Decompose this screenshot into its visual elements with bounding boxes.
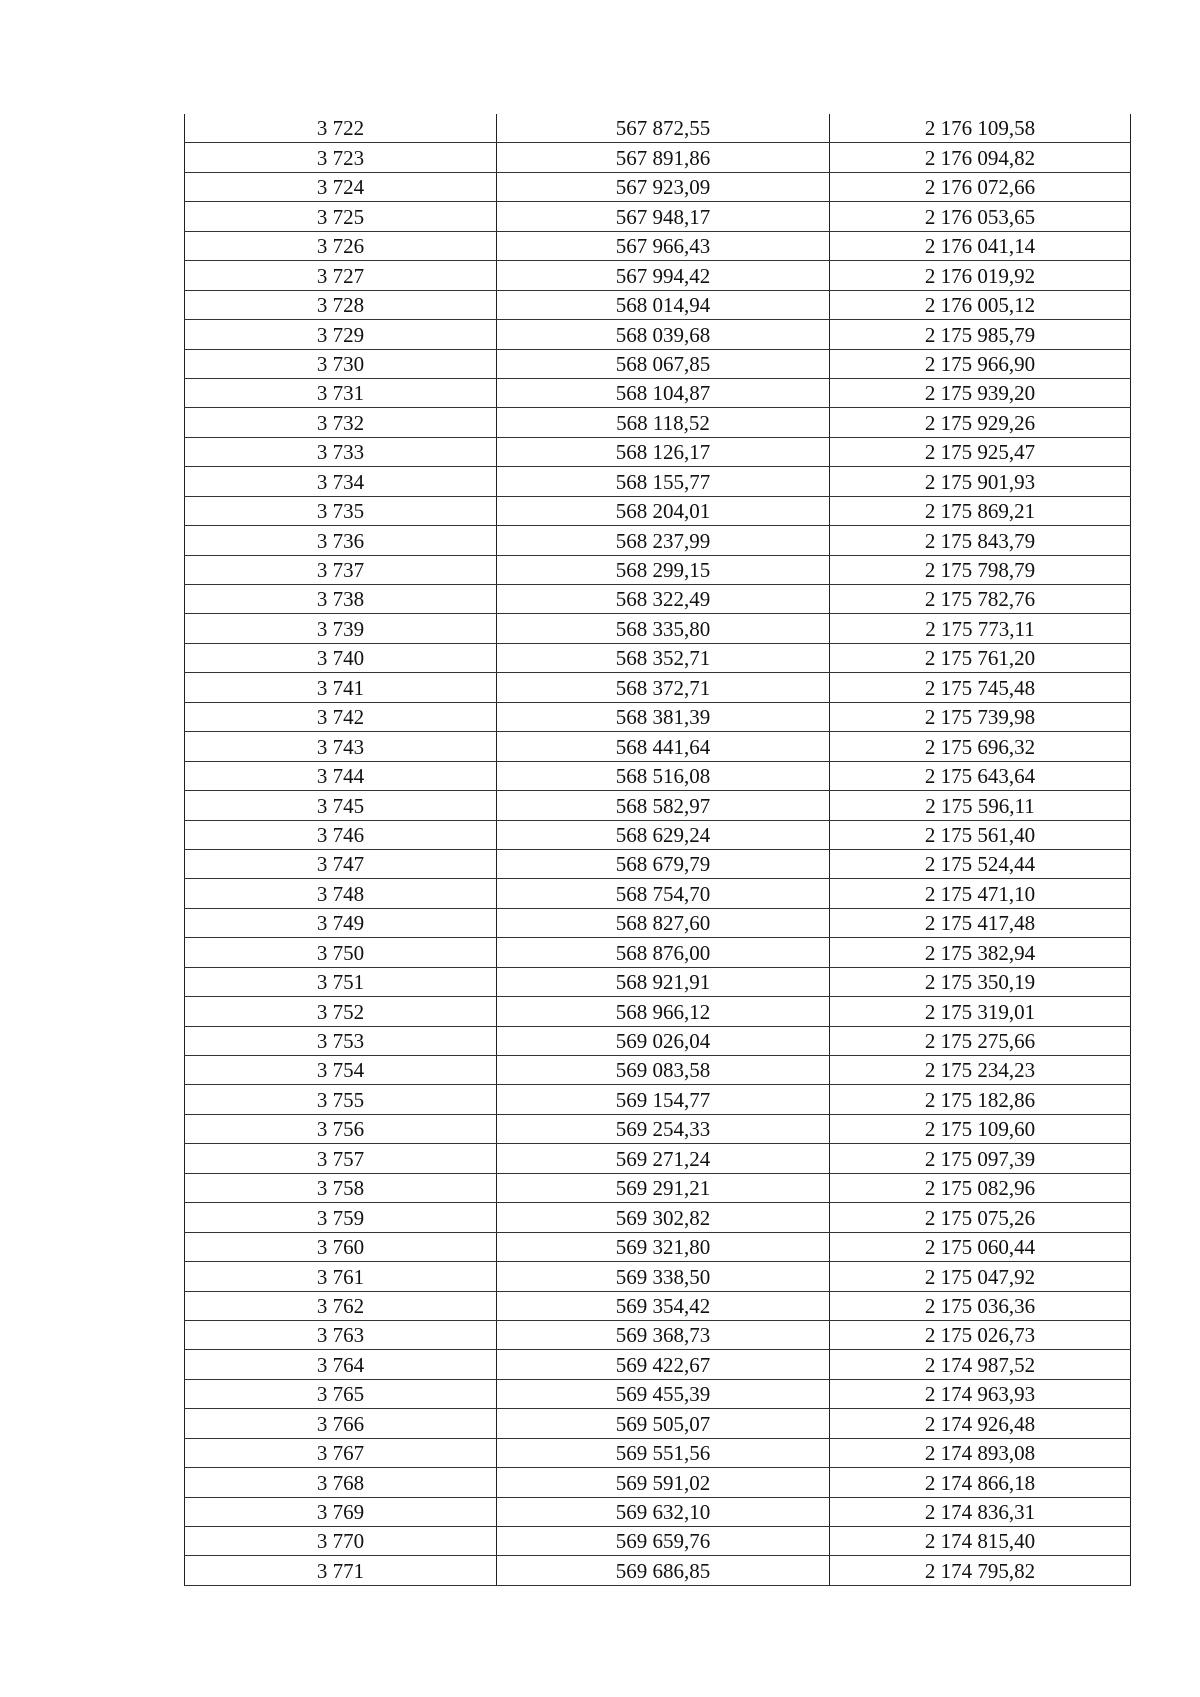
point-number-cell: 3 738: [185, 585, 497, 614]
y-coordinate-cell: 2 175 182,86: [830, 1085, 1131, 1114]
point-number-cell: 3 746: [185, 820, 497, 849]
x-coordinate-cell: 568 582,97: [497, 791, 830, 820]
y-coordinate-cell: 2 175 929,26: [830, 408, 1131, 437]
point-number-cell: 3 769: [185, 1497, 497, 1526]
x-coordinate-cell: 568 441,64: [497, 732, 830, 761]
point-number-cell: 3 732: [185, 408, 497, 437]
x-coordinate-cell: 569 271,24: [497, 1144, 830, 1173]
table-row: [185, 231, 1131, 260]
x-coordinate-cell: 568 126,17: [497, 437, 830, 466]
y-coordinate-cell: 2 175 745,48: [830, 673, 1131, 702]
y-coordinate-cell: 2 175 739,98: [830, 702, 1131, 731]
coordinates-table-body: [185, 114, 1131, 1585]
point-number-cell: 3 734: [185, 467, 497, 496]
table-row: [185, 585, 1131, 614]
y-coordinate-cell: 2 175 696,32: [830, 732, 1131, 761]
point-number-cell: 3 764: [185, 1350, 497, 1379]
table-row: [185, 1026, 1131, 1055]
table-row: [185, 1379, 1131, 1408]
x-coordinate-cell: 569 291,21: [497, 1173, 830, 1202]
x-coordinate-cell: 569 505,07: [497, 1409, 830, 1438]
point-number-cell: 3 726: [185, 231, 497, 260]
point-number-cell: 3 768: [185, 1468, 497, 1497]
x-coordinate-cell: 567 872,55: [497, 114, 830, 143]
y-coordinate-cell: 2 175 761,20: [830, 643, 1131, 672]
y-coordinate-cell: 2 176 094,82: [830, 143, 1131, 172]
x-coordinate-cell: 569 686,85: [497, 1556, 830, 1585]
y-coordinate-cell: 2 174 836,31: [830, 1497, 1131, 1526]
x-coordinate-cell: 568 754,70: [497, 879, 830, 908]
y-coordinate-cell: 2 176 005,12: [830, 290, 1131, 319]
table-row: [185, 908, 1131, 937]
y-coordinate-cell: 2 175 319,01: [830, 997, 1131, 1026]
x-coordinate-cell: 568 067,85: [497, 349, 830, 378]
y-coordinate-cell: 2 175 026,73: [830, 1320, 1131, 1349]
table-row: [185, 1262, 1131, 1291]
x-coordinate-cell: 569 154,77: [497, 1085, 830, 1114]
point-number-cell: 3 754: [185, 1056, 497, 1085]
table-row: [185, 997, 1131, 1026]
point-number-cell: 3 724: [185, 172, 497, 201]
y-coordinate-cell: 2 174 815,40: [830, 1527, 1131, 1556]
table-row: [185, 1173, 1131, 1202]
point-number-cell: 3 767: [185, 1438, 497, 1467]
y-coordinate-cell: 2 175 966,90: [830, 349, 1131, 378]
table-row: [185, 1203, 1131, 1232]
x-coordinate-cell: 568 372,71: [497, 673, 830, 702]
x-coordinate-cell: 568 876,00: [497, 938, 830, 967]
y-coordinate-cell: 2 175 036,36: [830, 1291, 1131, 1320]
x-coordinate-cell: 568 381,39: [497, 702, 830, 731]
table-row: [185, 114, 1131, 143]
table-row: [185, 1350, 1131, 1379]
table-row: [185, 967, 1131, 996]
y-coordinate-cell: 2 175 417,48: [830, 908, 1131, 937]
point-number-cell: 3 766: [185, 1409, 497, 1438]
point-number-cell: 3 771: [185, 1556, 497, 1585]
y-coordinate-cell: 2 175 524,44: [830, 849, 1131, 878]
point-number-cell: 3 728: [185, 290, 497, 319]
x-coordinate-cell: 568 322,49: [497, 585, 830, 614]
x-coordinate-cell: 567 948,17: [497, 202, 830, 231]
y-coordinate-cell: 2 175 350,19: [830, 967, 1131, 996]
y-coordinate-cell: 2 176 041,14: [830, 231, 1131, 260]
x-coordinate-cell: 568 104,87: [497, 378, 830, 407]
table-row: [185, 849, 1131, 878]
point-number-cell: 3 744: [185, 761, 497, 790]
y-coordinate-cell: 2 175 985,79: [830, 320, 1131, 349]
point-number-cell: 3 763: [185, 1320, 497, 1349]
y-coordinate-cell: 2 176 053,65: [830, 202, 1131, 231]
x-coordinate-cell: 569 659,76: [497, 1527, 830, 1556]
table-row: [185, 320, 1131, 349]
y-coordinate-cell: 2 175 798,79: [830, 555, 1131, 584]
x-coordinate-cell: 569 422,67: [497, 1350, 830, 1379]
y-coordinate-cell: 2 175 925,47: [830, 437, 1131, 466]
x-coordinate-cell: 568 629,24: [497, 820, 830, 849]
y-coordinate-cell: 2 175 773,11: [830, 614, 1131, 643]
x-coordinate-cell: 568 827,60: [497, 908, 830, 937]
table-row: [185, 1232, 1131, 1261]
y-coordinate-cell: 2 175 782,76: [830, 585, 1131, 614]
point-number-cell: 3 748: [185, 879, 497, 908]
table-row: [185, 1527, 1131, 1556]
point-number-cell: 3 770: [185, 1527, 497, 1556]
table-row: [185, 1497, 1131, 1526]
point-number-cell: 3 725: [185, 202, 497, 231]
table-row: [185, 1056, 1131, 1085]
table-row: [185, 673, 1131, 702]
table-row: [185, 496, 1131, 525]
x-coordinate-cell: 567 994,42: [497, 261, 830, 290]
point-number-cell: 3 751: [185, 967, 497, 996]
table-row: [185, 614, 1131, 643]
point-number-cell: 3 735: [185, 496, 497, 525]
table-row: [185, 143, 1131, 172]
y-coordinate-cell: 2 175 097,39: [830, 1144, 1131, 1173]
y-coordinate-cell: 2 175 234,23: [830, 1056, 1131, 1085]
y-coordinate-cell: 2 176 019,92: [830, 261, 1131, 290]
x-coordinate-cell: 568 204,01: [497, 496, 830, 525]
y-coordinate-cell: 2 175 060,44: [830, 1232, 1131, 1261]
y-coordinate-cell: 2 174 963,93: [830, 1379, 1131, 1408]
point-number-cell: 3 737: [185, 555, 497, 584]
x-coordinate-cell: 568 966,12: [497, 997, 830, 1026]
table-row: [185, 172, 1131, 201]
table-row: [185, 526, 1131, 555]
point-number-cell: 3 729: [185, 320, 497, 349]
x-coordinate-cell: 568 516,08: [497, 761, 830, 790]
x-coordinate-cell: 568 352,71: [497, 643, 830, 672]
point-number-cell: 3 755: [185, 1085, 497, 1114]
point-number-cell: 3 749: [185, 908, 497, 937]
point-number-cell: 3 747: [185, 849, 497, 878]
table-row: [185, 261, 1131, 290]
x-coordinate-cell: 568 921,91: [497, 967, 830, 996]
x-coordinate-cell: 568 014,94: [497, 290, 830, 319]
y-coordinate-cell: 2 174 893,08: [830, 1438, 1131, 1467]
table-row: [185, 1468, 1131, 1497]
point-number-cell: 3 740: [185, 643, 497, 672]
table-row: [185, 555, 1131, 584]
y-coordinate-cell: 2 175 643,64: [830, 761, 1131, 790]
point-number-cell: 3 757: [185, 1144, 497, 1173]
table-row: [185, 1320, 1131, 1349]
table-row: [185, 408, 1131, 437]
point-number-cell: 3 765: [185, 1379, 497, 1408]
x-coordinate-cell: 568 039,68: [497, 320, 830, 349]
x-coordinate-cell: 569 368,73: [497, 1320, 830, 1349]
table-row: [185, 732, 1131, 761]
x-coordinate-cell: 568 155,77: [497, 467, 830, 496]
y-coordinate-cell: 2 176 109,58: [830, 114, 1131, 143]
x-coordinate-cell: 569 026,04: [497, 1026, 830, 1055]
table-row: [185, 643, 1131, 672]
table-row: [185, 1144, 1131, 1173]
table-row: [185, 290, 1131, 319]
point-number-cell: 3 761: [185, 1262, 497, 1291]
y-coordinate-cell: 2 175 869,21: [830, 496, 1131, 525]
point-number-cell: 3 723: [185, 143, 497, 172]
y-coordinate-cell: 2 175 047,92: [830, 1262, 1131, 1291]
x-coordinate-cell: 568 118,52: [497, 408, 830, 437]
table-row: [185, 1291, 1131, 1320]
x-coordinate-cell: 569 083,58: [497, 1056, 830, 1085]
point-number-cell: 3 731: [185, 378, 497, 407]
x-coordinate-cell: 569 551,56: [497, 1438, 830, 1467]
point-number-cell: 3 745: [185, 791, 497, 820]
table-row: [185, 437, 1131, 466]
point-number-cell: 3 759: [185, 1203, 497, 1232]
table-row: [185, 938, 1131, 967]
point-number-cell: 3 750: [185, 938, 497, 967]
table-row: [185, 467, 1131, 496]
x-coordinate-cell: 569 591,02: [497, 1468, 830, 1497]
table-row: [185, 202, 1131, 231]
x-coordinate-cell: 569 338,50: [497, 1262, 830, 1291]
table-row: [185, 1409, 1131, 1438]
table-row: [185, 1114, 1131, 1143]
point-number-cell: 3 742: [185, 702, 497, 731]
table-row: [185, 791, 1131, 820]
y-coordinate-cell: 2 175 382,94: [830, 938, 1131, 967]
y-coordinate-cell: 2 176 072,66: [830, 172, 1131, 201]
x-coordinate-cell: 569 354,42: [497, 1291, 830, 1320]
y-coordinate-cell: 2 175 596,11: [830, 791, 1131, 820]
point-number-cell: 3 756: [185, 1114, 497, 1143]
x-coordinate-cell: 568 237,99: [497, 526, 830, 555]
x-coordinate-cell: 569 254,33: [497, 1114, 830, 1143]
point-number-cell: 3 760: [185, 1232, 497, 1261]
x-coordinate-cell: 569 632,10: [497, 1497, 830, 1526]
coordinates-table: [184, 114, 1131, 1586]
point-number-cell: 3 727: [185, 261, 497, 290]
y-coordinate-cell: 2 175 109,60: [830, 1114, 1131, 1143]
point-number-cell: 3 722: [185, 114, 497, 143]
y-coordinate-cell: 2 175 082,96: [830, 1173, 1131, 1202]
y-coordinate-cell: 2 175 561,40: [830, 820, 1131, 849]
point-number-cell: 3 762: [185, 1291, 497, 1320]
y-coordinate-cell: 2 175 471,10: [830, 879, 1131, 908]
table-row: [185, 1438, 1131, 1467]
x-coordinate-cell: 569 321,80: [497, 1232, 830, 1261]
point-number-cell: 3 743: [185, 732, 497, 761]
table-row: [185, 378, 1131, 407]
y-coordinate-cell: 2 174 866,18: [830, 1468, 1131, 1497]
point-number-cell: 3 739: [185, 614, 497, 643]
table-row: [185, 349, 1131, 378]
y-coordinate-cell: 2 174 987,52: [830, 1350, 1131, 1379]
point-number-cell: 3 736: [185, 526, 497, 555]
y-coordinate-cell: 2 175 939,20: [830, 378, 1131, 407]
point-number-cell: 3 753: [185, 1026, 497, 1055]
y-coordinate-cell: 2 175 075,26: [830, 1203, 1131, 1232]
table-row: [185, 1556, 1131, 1585]
x-coordinate-cell: 568 679,79: [497, 849, 830, 878]
table-row: [185, 820, 1131, 849]
y-coordinate-cell: 2 175 843,79: [830, 526, 1131, 555]
point-number-cell: 3 758: [185, 1173, 497, 1202]
table-row: [185, 1085, 1131, 1114]
x-coordinate-cell: 567 923,09: [497, 172, 830, 201]
x-coordinate-cell: 567 891,86: [497, 143, 830, 172]
table-row: [185, 761, 1131, 790]
point-number-cell: 3 730: [185, 349, 497, 378]
x-coordinate-cell: 567 966,43: [497, 231, 830, 260]
x-coordinate-cell: 568 299,15: [497, 555, 830, 584]
point-number-cell: 3 733: [185, 437, 497, 466]
x-coordinate-cell: 569 455,39: [497, 1379, 830, 1408]
point-number-cell: 3 752: [185, 997, 497, 1026]
point-number-cell: 3 741: [185, 673, 497, 702]
x-coordinate-cell: 569 302,82: [497, 1203, 830, 1232]
table-row: [185, 702, 1131, 731]
y-coordinate-cell: 2 174 795,82: [830, 1556, 1131, 1585]
table-row: [185, 879, 1131, 908]
y-coordinate-cell: 2 174 926,48: [830, 1409, 1131, 1438]
y-coordinate-cell: 2 175 275,66: [830, 1026, 1131, 1055]
x-coordinate-cell: 568 335,80: [497, 614, 830, 643]
y-coordinate-cell: 2 175 901,93: [830, 467, 1131, 496]
